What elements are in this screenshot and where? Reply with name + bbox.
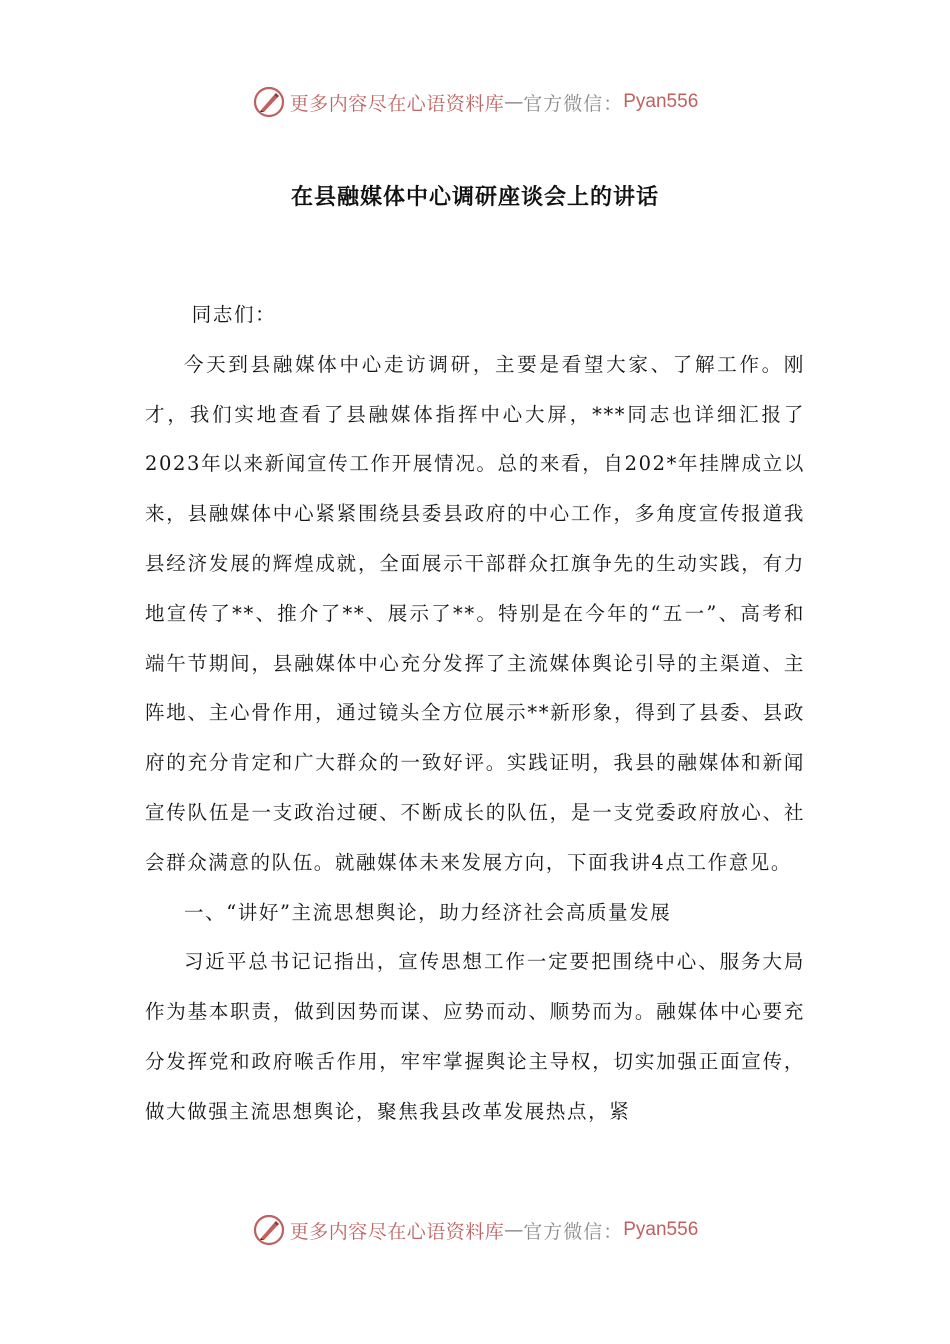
banner-wechat-id: Pyan556 [623, 91, 699, 112]
banner-text: 更多内容尽在心语资料库 [289, 92, 505, 115]
paragraph: 习近平总书记记指出，宣传思想工作一定要把围绕中心、服务大局作为基本职责，做到因势而谋、应势而动、顺势而为。融媒体中心要充分发挥党和政府喉舌作用，牢牢掌握舆论主导权，切实加强正面宣传，做大做强主流思想舆论，聚焦我县改革发展热点，紧 [145, 950, 805, 1123]
document-title: 在县融媒体中心调研座谈会上的讲话 [290, 184, 659, 210]
banner-separator: — [504, 1219, 524, 1241]
footer-banner [0, 1210, 950, 1250]
document-body [145, 290, 805, 1137]
pen-logo-icon [252, 1213, 286, 1247]
header-banner [0, 82, 950, 122]
banner-separator: — [504, 91, 524, 113]
banner-wechat-label: 官方微信： [523, 92, 624, 115]
banner-wechat-label: 官方微信： [523, 1220, 624, 1243]
banner-wechat-id: Pyan556 [623, 1219, 699, 1240]
pen-logo-icon [252, 85, 286, 119]
banner-text: 更多内容尽在心语资料库 [289, 1220, 505, 1243]
salutation: 同志们： [191, 303, 277, 326]
section-heading: 一、“讲好”主流思想舆论，助力经济社会高质量发展 [184, 900, 672, 924]
paragraph: 今天到县融媒体中心走访调研，主要是看望大家、了解工作。刚才，我们实地查看了县融媒体指挥中心大屏，***同志也详细汇报了2023年以来新闻宣传工作开展情况。总的来看，自202*年挂牌成立以来，县融媒体中心紧紧围绕县委县政府的中心工作，多角度宣传报道我县经济发展的辉煌成就，全面展示干部群众扛旗争先的生动实践，有力地宣传了**、推介了**、展示了**。特别是在今年的“五一”、高考和端午节期间，县融媒体中心充分发挥了主流媒体舆论引导的主渠道、主阵地、主心骨作用，通过镜头全方位展示**新形象，得到了县委、县政府的充分肯定和广大群众的一致好评。实践证明，我县的融媒体和新闻宣传队伍是一支政治过硬、不断成长的队伍，是一支党委政府放心、社会群众满意的队伍。就融媒体未来发展方向，下面我讲4点工作意见。 [145, 352, 805, 874]
